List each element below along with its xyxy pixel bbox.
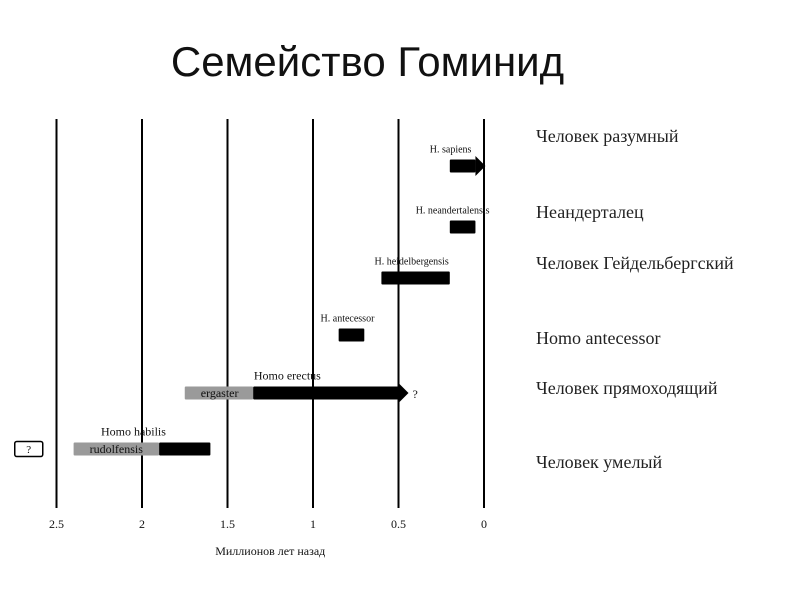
species-name-label: H. neandertalensis (415, 205, 490, 217)
range-bar-segment (450, 221, 476, 234)
x-tick-label: 2.5 (49, 517, 64, 531)
species-name-label: Homo erectus (253, 368, 321, 383)
label-heidelbergensis: Человек Гейдельбергский (536, 253, 734, 273)
range-bar-segment (159, 443, 210, 456)
species-name-label: H. heidelbergensis (374, 256, 449, 268)
range-bar-segment (450, 160, 476, 173)
label-antecessor: Homo antecessor (536, 328, 661, 348)
range-bar-segment (381, 272, 449, 285)
slide-title: Семейство Гоминид (170, 38, 565, 85)
range-bar-segment (253, 387, 398, 400)
arrowhead (399, 383, 409, 403)
label-homo-sapiens: Человек разумный (536, 126, 679, 146)
x-tick-label: 2 (139, 517, 145, 531)
x-tick-label: 1 (310, 517, 316, 531)
uncertain-start-mark: ? (26, 444, 32, 456)
species-name-label: Homo habilis (100, 424, 166, 439)
x-axis-title: Миллионов лет назад (215, 544, 326, 558)
uncertain-end-mark: ? (412, 387, 418, 401)
label-homo-habilis: Человек умелый (536, 452, 663, 472)
species-name-label: H. antecessor (320, 313, 375, 325)
x-tick-label: 0.5 (391, 517, 406, 531)
x-tick-label: 1.5 (220, 517, 235, 531)
x-tick-label: 0 (481, 517, 487, 531)
label-neanderthal: Неандерталец (536, 202, 644, 222)
segment-label: rudolfensis (89, 442, 143, 456)
species-name-label: H. sapiens (429, 144, 472, 156)
label-homo-erectus: Человек прямоходящий (536, 378, 718, 398)
segment-label: ergaster (200, 386, 239, 400)
range-bar-segment (339, 329, 365, 342)
